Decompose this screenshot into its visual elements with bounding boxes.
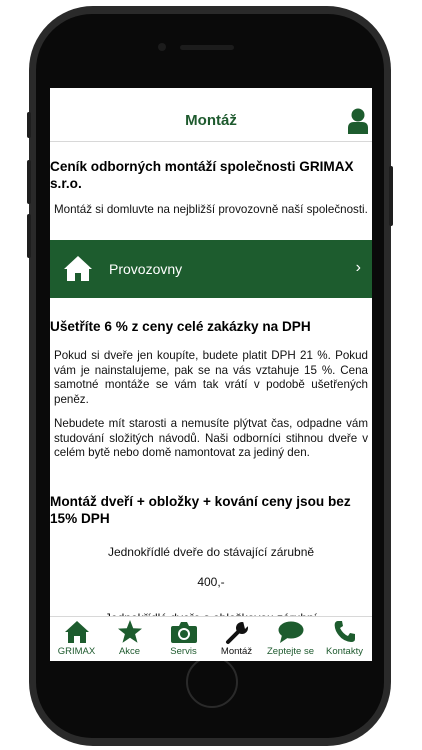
chat-icon: [277, 620, 305, 644]
scroll-content[interactable]: [50, 142, 372, 616]
home-icon: [63, 255, 93, 282]
tab-label: GRIMAX: [57, 646, 96, 657]
power-button: [389, 166, 393, 226]
tab-akce[interactable]: [103, 617, 156, 661]
phone-icon: [331, 620, 359, 644]
vat-heading: Ušetříte 6 % z ceny celé zakázky na DPH: [50, 319, 311, 334]
mute-switch: [27, 112, 31, 138]
prices-heading: Montáž dveří + obložky + kování ceny jsou bez 15% DPH: [50, 494, 351, 526]
branches-button[interactable]: [50, 240, 372, 298]
app-header: [50, 88, 372, 142]
user-icon[interactable]: [347, 108, 369, 134]
app-screen: [50, 88, 372, 660]
tab-label: Kontakty: [326, 646, 363, 657]
branches-label: Provozovny: [109, 261, 183, 277]
price-item-name: Jednokřídlé dveře do stávající zárubně: [107, 545, 315, 559]
vat-paragraph: Pokud si dveře jen koupíte, budete platit DPH 21 %. Pokud vám je nainstalujeme, pak se na vás vztahuje 15 %. Cena samotné montáže se vám tak vrátí v podobě ušetřených peněz.: [54, 349, 368, 406]
page-title: Montáž: [185, 112, 237, 129]
tab-label: Montáž: [220, 646, 253, 657]
tab-kontakty[interactable]: [318, 617, 371, 661]
camera-icon: [170, 620, 198, 644]
tab-montaz[interactable]: [210, 617, 263, 661]
home-icon: [63, 620, 91, 644]
star-icon: [116, 620, 144, 644]
tab-grimax[interactable]: [50, 617, 103, 661]
earpiece-speaker: [180, 45, 234, 50]
tab-label: Servis: [170, 646, 197, 657]
front-camera: [158, 43, 166, 51]
tab-label: Akce: [118, 646, 141, 657]
tab-bar: [50, 616, 372, 661]
volume-up-button: [27, 160, 31, 204]
price-item-value: 400,-: [197, 575, 225, 589]
tab-label: Zeptejte se: [267, 646, 314, 657]
tab-zeptejte-se[interactable]: [264, 617, 317, 661]
chevron-right-icon: ›: [355, 259, 361, 276]
wrench-icon: [223, 620, 251, 644]
benefit-paragraph: Nebudete mít starosti a nemusíte plýtvat čas, odpadne vám studování složitých návodů. Naši odborníci stihnou dveře v celém bytě nebo domě namontovat za jediný den.: [54, 417, 368, 460]
intro-text: Montáž si domluvte na nejbližší provozovně naší společnosti.: [54, 203, 368, 216]
volume-down-button: [27, 214, 31, 258]
pricelist-heading: Ceník odborných montáží společnosti GRIMAX s.r.o.: [50, 159, 354, 191]
tab-servis[interactable]: [157, 617, 210, 661]
home-button[interactable]: [186, 656, 238, 708]
